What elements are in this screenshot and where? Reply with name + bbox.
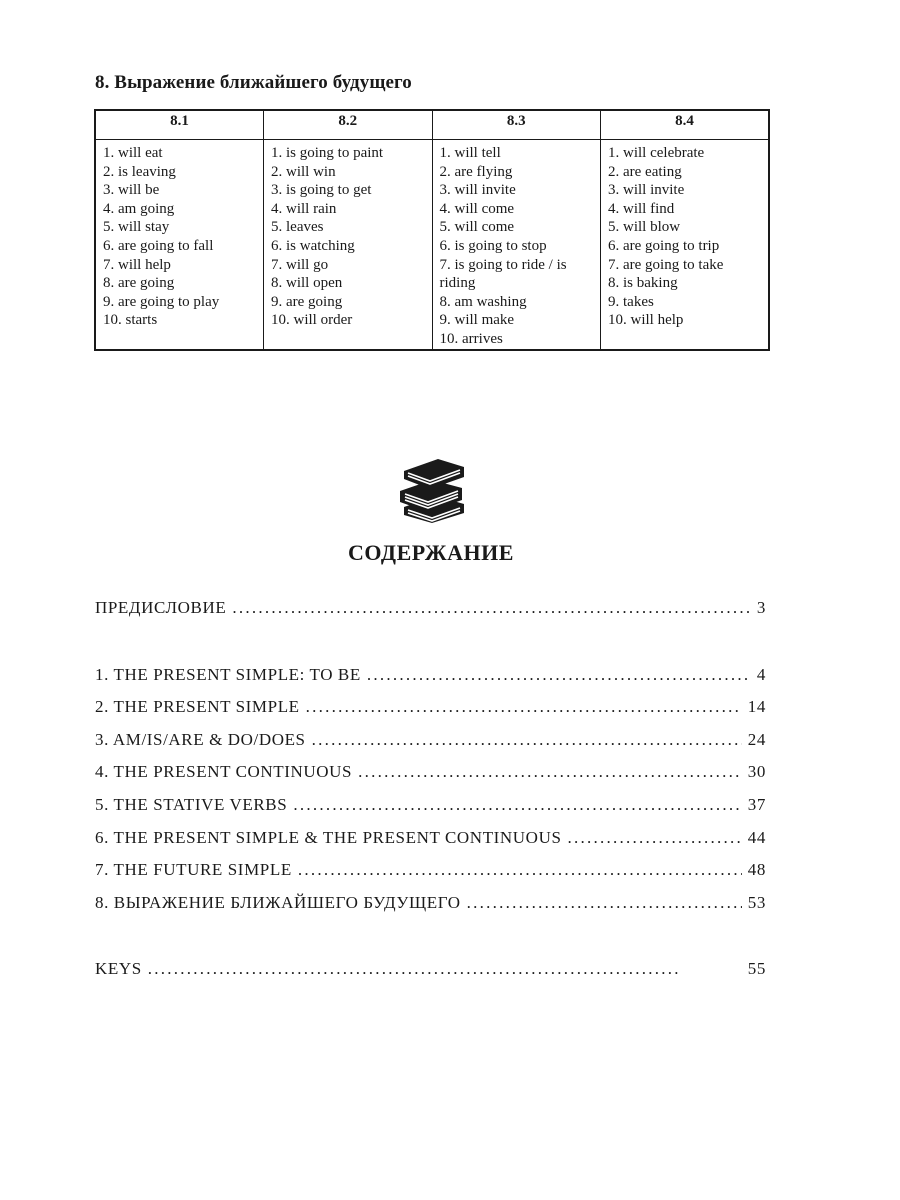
answer-item: 1. will tell	[439, 145, 501, 161]
toc-page-number: 30	[747, 762, 766, 781]
answer-cell	[95, 140, 264, 351]
toc-dot-leader	[367, 665, 751, 685]
answer-item: 1. will eat	[103, 145, 163, 161]
answer-item: 4. will rain	[271, 200, 337, 217]
answer-list	[271, 144, 428, 330]
toc-entry[interactable]	[95, 893, 766, 919]
toc-page-number: 14	[747, 697, 766, 716]
answer-cell	[601, 140, 770, 351]
toc-page-number: 48	[747, 860, 766, 879]
toc-entry[interactable]	[95, 860, 766, 886]
toc-entry-title: 5. THE STATIVE VERBS	[95, 795, 288, 814]
books-stack-icon	[398, 457, 466, 523]
toc-dot-leader	[298, 860, 742, 880]
answer-item: 6. are going to trip	[608, 237, 720, 254]
toc-entry-title: ПРЕДИСЛОВИЕ	[95, 598, 227, 617]
toc-entry-title: 1. THE PRESENT SIMPLE: TO BE	[95, 665, 361, 684]
toc-dot-leader	[312, 730, 742, 750]
answer-item: 9. takes	[608, 293, 654, 310]
answer-item: 5. will blow	[608, 219, 681, 236]
toc-entry[interactable]	[95, 959, 766, 985]
table-body-row	[95, 140, 769, 351]
toc-entry[interactable]	[95, 730, 766, 756]
toc-entry[interactable]	[95, 828, 766, 854]
answer-item: 4. am going	[103, 200, 175, 217]
answer-item: 5. will come	[439, 219, 515, 236]
answer-item: 10. starts	[103, 312, 158, 329]
answer-item: 3. will invite	[608, 182, 685, 199]
answer-item: 1. is going to paint	[271, 145, 384, 161]
column-header: 8.1	[95, 110, 264, 140]
answer-item: 3. is going to get	[271, 182, 372, 199]
toc-entry-title: 4. THE PRESENT CONTINUOUS	[95, 762, 353, 781]
answer-cell	[264, 140, 433, 351]
toc-dot-leader	[467, 893, 742, 913]
answer-cell	[432, 140, 601, 351]
toc-entry[interactable]	[95, 665, 766, 691]
toc-dot-leader	[358, 762, 742, 782]
toc-dot-leader	[293, 795, 741, 815]
toc-entry[interactable]	[95, 697, 766, 723]
toc-page-number: 3	[756, 598, 766, 617]
answer-item: 7. will help	[103, 256, 171, 273]
answer-item: 8. am washing	[439, 293, 527, 310]
toc-entry[interactable]	[95, 795, 766, 821]
answer-item: 2. is leaving	[103, 163, 176, 180]
answer-item: 7. will go	[271, 256, 329, 273]
column-header: 8.2	[264, 110, 433, 140]
column-header: 8.4	[601, 110, 770, 140]
toc-dot-leader	[148, 959, 742, 979]
contents-title: СОДЕРЖАНИЕ	[348, 540, 514, 565]
toc-dot-leader	[568, 828, 742, 848]
toc-page-number: 24	[747, 730, 766, 749]
answer-item: 6. is going to stop	[439, 237, 547, 254]
column-header: 8.3	[432, 110, 601, 140]
toc-dot-leader	[306, 697, 742, 717]
answer-list	[103, 144, 259, 330]
answer-item: 6. is watching	[271, 237, 355, 254]
toc-entry-title: KEYS	[95, 959, 142, 978]
answer-item: 5. leaves	[271, 219, 324, 236]
answer-item: 8. will open	[271, 275, 343, 292]
toc-entry[interactable]	[95, 598, 766, 624]
toc-entry[interactable]	[95, 762, 766, 788]
answer-list	[440, 144, 597, 349]
answer-item: 8. is baking	[608, 275, 678, 292]
toc-entry-title: 6. THE PRESENT SIMPLE & THE PRESENT CONTINUOUS	[95, 828, 562, 847]
answer-item: riding	[439, 275, 476, 292]
toc-page-number: 37	[747, 795, 766, 814]
answer-item: 6. are going to fall	[103, 237, 214, 254]
answer-list	[608, 144, 764, 330]
toc-dot-leader	[232, 598, 751, 618]
answer-item: 10. will help	[608, 312, 684, 329]
toc-page-number: 44	[747, 828, 766, 847]
toc-entry-title: 8. ВЫРАЖЕНИЕ БЛИЖАЙШЕГО БУДУЩЕГО	[95, 893, 461, 912]
answer-item: 2. will win	[271, 163, 336, 180]
answer-item: 2. are eating	[608, 163, 682, 180]
answer-item: 8. are going	[103, 275, 175, 292]
answer-item: 4. will come	[439, 200, 515, 217]
answer-item: 9. are going	[271, 293, 343, 310]
answer-item: 7. are going to take	[608, 256, 724, 273]
toc-page-number: 53	[747, 893, 766, 912]
toc-page-number: 55	[747, 959, 766, 978]
answer-item: 2. are flying	[439, 163, 513, 180]
answer-item: 9. will make	[439, 312, 515, 329]
answer-item: 3. will be	[103, 182, 160, 199]
answer-item: 10. will order	[271, 312, 353, 329]
answer-item: 9. are going to play	[103, 293, 220, 310]
answer-item: 7. is going to ride / is	[439, 256, 567, 273]
answer-item: 10. arrives	[439, 330, 503, 347]
table-header-row	[95, 110, 769, 140]
section-title: 8. Выражение ближайшего будущего	[95, 72, 412, 93]
toc-entry-title: 2. THE PRESENT SIMPLE	[95, 697, 300, 716]
answer-item: 1. will celebrate	[608, 145, 705, 161]
answer-item: 5. will stay	[103, 219, 170, 236]
toc-entry-title: 3. AM/IS/ARE & DO/DOES	[95, 730, 306, 749]
answer-item: 4. will find	[608, 200, 675, 217]
answer-item: 3. will invite	[439, 182, 516, 199]
toc-page-number: 4	[756, 665, 766, 684]
toc-entry-title: 7. THE FUTURE SIMPLE	[95, 860, 292, 879]
answer-keys-table	[94, 109, 770, 351]
